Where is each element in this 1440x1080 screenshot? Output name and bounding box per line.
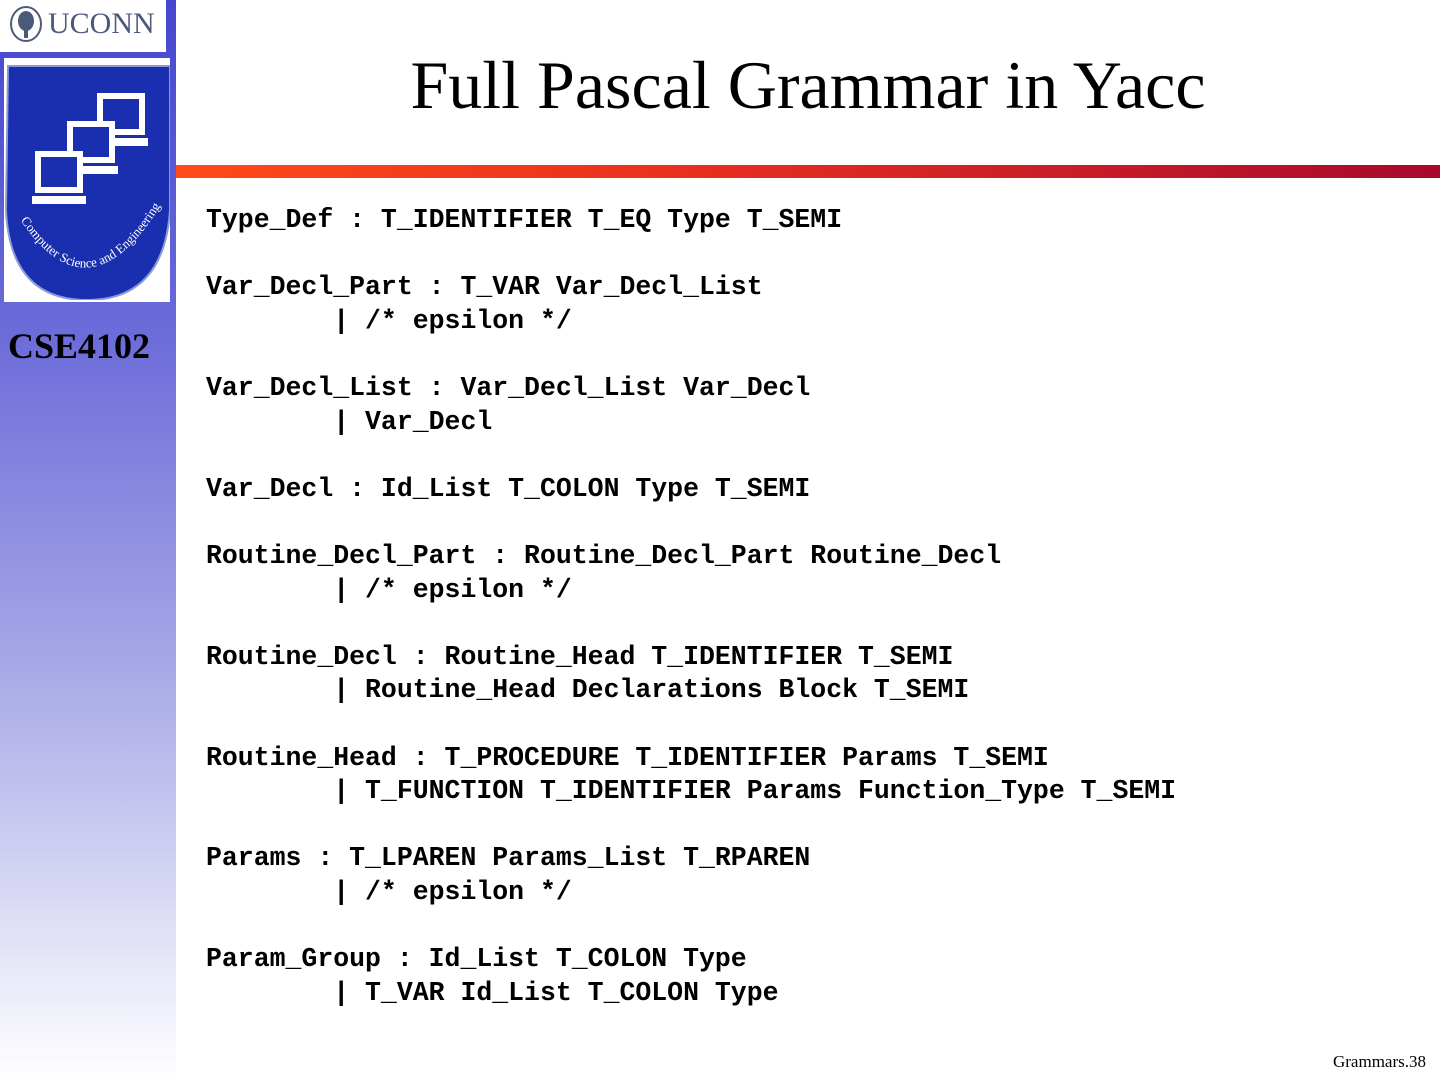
grammar-line: | T_FUNCTION T_IDENTIFIER Params Function_Type T_SEMI [206,776,1177,807]
grammar-line [206,708,1176,742]
grammar-line [206,506,1176,540]
grammar-line [206,607,1176,641]
grammar-line: | T_VAR Id_List T_COLON Type [206,977,779,1008]
grammar-line: Type_Def : T_IDENTIFIER T_EQ Type T_SEMI [206,205,843,235]
grammar-code-block [206,204,1176,1010]
oak-leaf-seal-icon [8,4,44,44]
grammar-line [206,909,1176,943]
grammar-line: Var_Decl : Id_List T_COLON Type T_SEMI [206,473,811,504]
sidebar [0,0,176,1080]
grammar-line: Var_Decl_Part : T_VAR Var_Decl_List [206,272,763,303]
grammar-line: | Routine_Head Declarations Block T_SEMI [206,675,970,706]
grammar-line: | /* epsilon */ [206,305,572,336]
course-code: CSE4102 [8,326,151,366]
uconn-banner [0,0,166,52]
uconn-wordmark: UCONN [48,7,155,40]
title-divider [176,165,1440,178]
grammar-line: Routine_Decl_Part : Routine_Decl_Part Routine_Decl [206,540,1002,571]
grammar-line [206,238,1176,272]
grammar-line: | Var_Decl [206,406,493,437]
department-name: Computer Science and Engineering [18,199,163,271]
grammar-line: Routine_Decl : Routine_Head T_IDENTIFIER T_SEMI [206,641,954,672]
grammar-line [206,809,1176,843]
grammar-line [206,439,1176,473]
grammar-line: Params : T_LPAREN Params_List T_RPAREN [206,843,811,874]
slide-title: Full Pascal Grammar in Yacc [410,47,1206,123]
grammar-line: Routine_Head : T_PROCEDURE T_IDENTIFIER Params T_SEMI [206,742,1049,773]
grammar-line: Param_Group : Id_List T_COLON Type [206,944,747,975]
grammar-line: Var_Decl_List : Var_Decl_List Var_Decl [206,372,811,403]
grammar-line [206,338,1176,372]
stacked-computers-icon [4,60,170,300]
grammar-line: | /* epsilon */ [206,876,572,907]
slide-number: Grammars.38 [1332,1052,1426,1071]
grammar-line: | /* epsilon */ [206,574,572,605]
